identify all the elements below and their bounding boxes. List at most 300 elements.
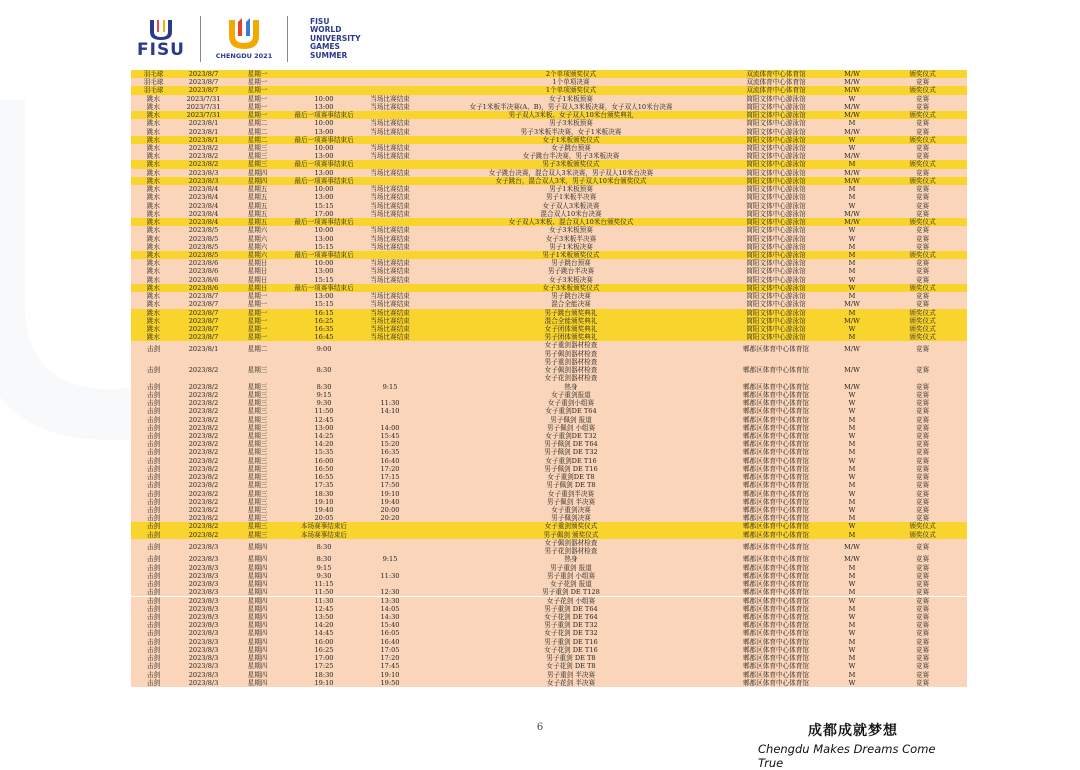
type-cell: 竞赛 [915, 300, 930, 309]
type-cell: 颁奖仪式 [909, 325, 936, 334]
type-cell: 竞赛 [915, 119, 930, 128]
sport-cell: 跳水 [146, 127, 161, 136]
type-cell: 竞赛 [915, 193, 930, 202]
table-row [131, 432, 967, 440]
date-cell: 2023/8/2 [188, 431, 219, 440]
category-cell: W [848, 506, 856, 514]
sport-cell: 击剑 [146, 423, 161, 432]
sport-cell: 击剑 [146, 464, 161, 473]
end-time-cell: 16:35 [380, 448, 400, 457]
end-time-cell: 12:30 [380, 588, 400, 597]
end-time-cell: 当场比赛结束 [370, 275, 410, 284]
type-cell: 竞赛 [915, 629, 930, 638]
venue-cell: 郫都区体育中心体育馆 [743, 662, 809, 671]
event-cell: 男子跳台颁奖典礼 [544, 308, 598, 317]
table-row [131, 514, 967, 522]
end-time-cell: 17:20 [380, 464, 400, 473]
type-cell: 竞赛 [915, 440, 930, 449]
table-row [131, 251, 967, 259]
table-row [131, 292, 967, 300]
table-row [131, 654, 967, 662]
type-cell: 颁奖仪式 [909, 218, 936, 227]
schedule-table [131, 70, 967, 687]
category-cell: M/W [844, 111, 860, 120]
start-time-cell: 10:00 [314, 185, 334, 194]
event-cell: 热身 [564, 382, 578, 391]
date-cell: 2023/8/2 [188, 464, 219, 473]
start-time-cell: 16:00 [314, 456, 334, 465]
table-row [131, 152, 967, 160]
weekday-cell: 星期五 [247, 218, 268, 227]
end-time-cell: 17:45 [380, 662, 400, 671]
date-cell: 2023/8/2 [188, 473, 219, 482]
event-cell: 女子重剑DE T32 [545, 431, 597, 440]
venue-cell: 郫都区体育中心体育馆 [743, 390, 809, 399]
type-cell: 竞赛 [915, 127, 930, 136]
table-row [131, 317, 967, 325]
category-cell: W [848, 522, 856, 531]
end-time-cell: 13:30 [380, 596, 400, 605]
table-row [131, 498, 967, 506]
date-cell: 2023/8/5 [188, 234, 219, 243]
start-time-cell: 18:30 [314, 489, 334, 498]
start-time-cell: 8:30 [316, 555, 332, 564]
start-time-cell: 10:00 [314, 259, 334, 268]
weekday-cell: 星期三 [247, 473, 268, 482]
category-cell: W [848, 456, 856, 465]
start-time-cell: 8:30 [316, 542, 332, 551]
category-cell: M [848, 514, 856, 523]
event-cell: 男子1米板半决赛 [545, 193, 597, 202]
end-time-cell: 20:20 [380, 514, 400, 523]
end-time-cell: 当场比赛结束 [370, 234, 410, 243]
category-cell: W [848, 226, 856, 235]
date-cell: 2023/8/3 [188, 168, 219, 177]
category-cell: W [848, 283, 856, 292]
venue-cell: 郫都区体育中心体育馆 [743, 621, 809, 630]
sport-cell: 击剑 [146, 506, 161, 514]
category-cell: M/W [844, 365, 860, 374]
table-row [131, 235, 967, 243]
event-cell: 男子1米板预赛 [549, 185, 593, 194]
table-row [131, 481, 967, 489]
event-cell: 女子跳台，混合双人3米，男子双人10米台颁奖仪式 [495, 176, 647, 185]
start-time-cell: 最后一项赛事结束后 [294, 250, 354, 259]
sport-cell: 击剑 [146, 440, 161, 449]
sport-cell: 击剑 [146, 629, 161, 638]
venue-cell: 郫都区体育中心体育馆 [743, 580, 809, 589]
sport-cell: 跳水 [146, 209, 161, 218]
type-cell: 竞赛 [915, 563, 930, 572]
start-time-cell: 16:25 [314, 645, 334, 654]
category-cell: M/W [844, 86, 860, 95]
table-row [131, 597, 967, 605]
event-cell: 女子双人3米板决赛 [542, 201, 600, 210]
table-row [131, 128, 967, 136]
start-time-cell: 最后一项赛事结束后 [294, 111, 354, 120]
venue-cell: 简阳文体中心游泳馆 [746, 333, 806, 342]
event-cell: 女子团体颁奖典礼 [544, 325, 598, 334]
date-cell: 2023/8/3 [188, 176, 219, 185]
venue-cell: 郫都区体育中心体育馆 [743, 542, 809, 551]
date-cell: 2023/8/2 [188, 423, 219, 432]
start-time-cell: 14:20 [314, 621, 334, 630]
table-row [131, 679, 967, 687]
date-cell: 2023/8/7 [188, 333, 219, 342]
sport-cell: 击剑 [146, 522, 161, 531]
category-cell: M [848, 571, 856, 580]
table-row [131, 136, 967, 144]
weekday-cell: 星期四 [247, 176, 268, 185]
event-cell: 男子重剑 报道 [550, 563, 592, 572]
start-time-cell: 9:30 [316, 399, 332, 408]
end-time-cell: 当场比赛结束 [370, 94, 410, 103]
venue-cell: 简阳文体中心游泳馆 [746, 201, 806, 210]
sport-cell: 跳水 [146, 275, 161, 284]
sport-cell: 跳水 [146, 102, 161, 111]
sport-cell: 跳水 [146, 201, 161, 210]
weekday-cell: 星期一 [247, 333, 268, 342]
date-cell: 2023/8/1 [188, 119, 219, 128]
type-cell: 颁奖仪式 [909, 86, 936, 95]
sport-cell: 击剑 [146, 612, 161, 621]
weekday-cell: 星期三 [247, 464, 268, 473]
event-cell: 女子重剑半决赛 [547, 489, 595, 498]
event-cell: 女子花剑 DE T16 [544, 645, 598, 654]
event-cell: 女子重剑DE T16 [545, 456, 597, 465]
category-cell: M [848, 242, 856, 251]
type-cell: 颁奖仪式 [909, 176, 936, 185]
weekday-cell: 星期三 [247, 506, 268, 514]
category-cell: M/W [844, 209, 860, 218]
venue-cell: 郫都区体育中心体育馆 [743, 522, 809, 531]
slogan-chinese: 成都成就梦想 [808, 723, 898, 739]
venue-cell: 简阳文体中心游泳馆 [746, 283, 806, 292]
sport-cell: 跳水 [146, 176, 161, 185]
table-row [131, 522, 967, 530]
venue-cell: 简阳文体中心游泳馆 [746, 160, 806, 169]
category-cell: W [848, 407, 856, 416]
start-time-cell: 13:00 [314, 423, 334, 432]
sport-cell: 羽毛球 [143, 70, 164, 78]
weekday-cell: 星期四 [247, 580, 268, 589]
venue-cell: 郫都区体育中心体育馆 [743, 497, 809, 506]
event-cell: 女子双人3米板、混合双人10米台颁奖仪式 [508, 218, 634, 227]
start-time-cell: 最后一项赛事结束后 [294, 218, 354, 227]
weekday-cell: 星期四 [247, 563, 268, 572]
sport-cell: 击剑 [146, 654, 161, 663]
weekday-cell: 星期三 [247, 144, 268, 153]
type-cell: 竞赛 [915, 365, 930, 374]
table-row [131, 95, 967, 103]
type-cell: 竞赛 [915, 102, 930, 111]
weekday-cell: 星期四 [247, 637, 268, 646]
end-time-cell: 14:00 [380, 423, 400, 432]
category-cell: M/W [844, 555, 860, 564]
event-cell: 男子佩剑 颁奖仪式 [543, 530, 599, 539]
category-cell: M/W [844, 152, 860, 161]
table-row [131, 226, 967, 234]
start-time-cell: 8:30 [316, 382, 332, 391]
end-time-cell: 16:40 [380, 637, 400, 646]
start-time-cell: 9:00 [316, 345, 332, 354]
start-time-cell: 11:15 [314, 580, 334, 589]
end-time-cell: 14:05 [380, 604, 400, 613]
table-row [131, 465, 967, 473]
type-cell: 竞赛 [915, 637, 930, 646]
sport-cell: 击剑 [146, 473, 161, 482]
sport-cell: 跳水 [146, 267, 161, 276]
weekday-cell: 星期五 [247, 193, 268, 202]
date-cell: 2023/8/6 [188, 283, 219, 292]
sport-cell: 击剑 [146, 571, 161, 580]
start-time-cell: 20:05 [314, 514, 334, 523]
fisu-u-icon [147, 19, 175, 41]
event-cell: 男子1米板颁奖仪式 [542, 250, 600, 259]
start-time-cell: 最后一项赛事结束后 [294, 176, 354, 185]
venue-cell: 简阳文体中心游泳馆 [746, 226, 806, 235]
category-cell: W [848, 629, 856, 638]
category-cell: M [848, 333, 856, 342]
weekday-cell: 星期三 [247, 390, 268, 399]
weekday-cell: 星期二 [247, 345, 268, 354]
start-time-cell: 最后一项赛事结束后 [294, 160, 354, 169]
category-cell: M [848, 423, 856, 432]
sport-cell: 跳水 [146, 218, 161, 227]
category-cell: M [848, 193, 856, 202]
end-time-cell: 19:10 [380, 489, 400, 498]
table-row [131, 416, 967, 424]
weekday-cell: 星期二 [247, 135, 268, 144]
date-cell: 2023/8/7 [188, 86, 219, 95]
event-cell: 男子3米板预赛 [549, 119, 593, 128]
end-time-cell: 17:50 [380, 481, 400, 490]
event-cell: 女子3米板预赛 [549, 226, 593, 235]
category-cell: M [848, 448, 856, 457]
table-row [131, 103, 967, 111]
start-time-cell: 11:50 [314, 588, 334, 597]
category-cell: W [848, 399, 856, 408]
venue-cell: 郫都区体育中心体育馆 [743, 563, 809, 572]
sport-cell: 击剑 [146, 563, 161, 572]
venue-cell: 郫都区体育中心体育馆 [743, 489, 809, 498]
event-cell: 2个单项颁奖仪式 [545, 70, 597, 78]
event-cell: 男子3米板半决赛，女子1米板决赛 [520, 127, 622, 136]
date-cell: 2023/8/5 [188, 242, 219, 251]
start-time-cell: 16:35 [314, 325, 334, 334]
weekday-cell: 星期一 [247, 86, 268, 95]
table-row [131, 605, 967, 613]
start-time-cell: 13:00 [314, 193, 334, 202]
venue-cell: 郫都区体育中心体育馆 [743, 571, 809, 580]
date-cell: 2023/8/2 [188, 415, 219, 424]
table-row [131, 202, 967, 210]
weekday-cell: 星期六 [247, 226, 268, 235]
fisu-logo [132, 19, 190, 59]
venue-cell: 郫都区体育中心体育馆 [743, 637, 809, 646]
venue-cell: 郫都区体育中心体育馆 [743, 473, 809, 482]
type-cell: 竞赛 [915, 275, 930, 284]
date-cell: 2023/8/2 [188, 382, 219, 391]
venue-cell: 简阳文体中心游泳馆 [746, 218, 806, 227]
start-time-cell: 15:35 [314, 448, 334, 457]
table-row [131, 218, 967, 226]
venue-cell: 郫都区体育中心体育馆 [743, 678, 809, 687]
venue-cell: 郫都区体育中心体育馆 [743, 399, 809, 408]
chengdu-logo [211, 18, 277, 60]
wugs-line: GAMES [310, 42, 340, 52]
category-cell: W [848, 135, 856, 144]
event-cell: 女子跳台半决赛，男子3米板决赛 [522, 152, 620, 161]
weekday-cell: 星期三 [247, 365, 268, 374]
category-cell: M [848, 308, 856, 317]
category-cell: W [848, 431, 856, 440]
date-cell: 2023/8/2 [188, 448, 219, 457]
category-cell: M [848, 621, 856, 630]
start-time-cell: 13:00 [314, 127, 334, 136]
date-cell: 2023/8/2 [188, 365, 219, 374]
date-cell: 2023/8/3 [188, 580, 219, 589]
category-cell: M [848, 563, 856, 572]
weekday-cell: 星期三 [247, 489, 268, 498]
type-cell: 竞赛 [915, 555, 930, 564]
wugs-wordmark [310, 18, 361, 61]
category-cell: W [848, 612, 856, 621]
start-time-cell: 15:15 [314, 201, 334, 210]
start-time-cell: 16:00 [314, 637, 334, 646]
end-time-cell: 当场比赛结束 [370, 226, 410, 235]
start-time-cell: 14:20 [314, 440, 334, 449]
event-cell: 女子花剑 DE T64 [544, 612, 598, 621]
event-cell: 男子佩剑决赛 [551, 514, 591, 523]
sport-cell: 跳水 [146, 292, 161, 301]
slogan-english: Chengdu Makes Dreams Come True [758, 742, 936, 770]
event-line: 女子重剑器材检查 [544, 341, 598, 350]
table-row [131, 193, 967, 201]
date-cell: 2023/8/3 [188, 596, 219, 605]
start-time-cell: 13:00 [314, 102, 334, 111]
date-cell: 2023/8/3 [188, 555, 219, 564]
sport-cell: 击剑 [146, 415, 161, 424]
weekday-cell: 星期三 [247, 152, 268, 161]
category-cell: M [848, 588, 856, 597]
header-divider [200, 16, 201, 62]
date-cell: 2023/8/2 [188, 144, 219, 153]
category-cell: M [848, 119, 856, 128]
end-time-cell: 当场比赛结束 [370, 119, 410, 128]
event-cell: 女子重剑小组赛 [547, 399, 595, 408]
type-cell: 竞赛 [915, 506, 930, 514]
venue-cell: 简阳文体中心游泳馆 [746, 168, 806, 177]
table-row [131, 169, 967, 177]
weekday-cell: 星期三 [247, 514, 268, 523]
event-cell: 男子佩剑 DE T32 [544, 448, 598, 457]
table-row [131, 638, 967, 646]
weekday-cell: 星期一 [247, 111, 268, 120]
end-time-cell: 15:20 [380, 440, 400, 449]
weekday-cell: 星期三 [247, 530, 268, 539]
venue-cell: 郫都区体育中心体育馆 [743, 596, 809, 605]
event-cell: 男子3米板颁奖仪式 [542, 160, 600, 169]
date-cell: 2023/8/3 [188, 542, 219, 551]
end-time-cell: 当场比赛结束 [370, 267, 410, 276]
start-time-cell: 16:55 [314, 473, 334, 482]
weekday-cell: 星期日 [247, 267, 268, 276]
sport-cell: 跳水 [146, 226, 161, 235]
sport-cell: 击剑 [146, 621, 161, 630]
type-cell: 竞赛 [915, 144, 930, 153]
venue-cell: 简阳文体中心游泳馆 [746, 144, 806, 153]
event-cell: 女子花剑 DE T32 [544, 629, 598, 638]
end-time-cell: 当场比赛结束 [370, 308, 410, 317]
weekday-cell: 星期一 [247, 102, 268, 111]
sport-cell: 跳水 [146, 283, 161, 292]
sport-cell: 击剑 [146, 588, 161, 597]
end-time-cell: 当场比赛结束 [370, 144, 410, 153]
event-cell [416, 341, 726, 357]
table-row [131, 588, 967, 596]
event-line: 男子花剑器材检查 [544, 547, 598, 556]
category-cell: M [848, 292, 856, 301]
type-cell: 竞赛 [915, 267, 930, 276]
weekday-cell: 星期四 [247, 678, 268, 687]
end-time-cell: 当场比赛结束 [370, 193, 410, 202]
page-number: 6 [536, 722, 544, 733]
venue-cell: 简阳文体中心游泳馆 [746, 193, 806, 202]
type-cell: 竞赛 [915, 571, 930, 580]
type-cell: 竞赛 [915, 242, 930, 251]
date-cell: 2023/8/3 [188, 662, 219, 671]
date-cell: 2023/8/2 [188, 497, 219, 506]
weekday-cell: 星期四 [247, 670, 268, 679]
sport-cell: 击剑 [146, 530, 161, 539]
end-time-cell: 当场比赛结束 [370, 127, 410, 136]
end-time-cell: 当场比赛结束 [370, 209, 410, 218]
end-time-cell: 9:15 [382, 382, 398, 391]
event-cell: 男子佩剑 DE T8 [546, 481, 596, 490]
date-cell: 2023/8/7 [188, 316, 219, 325]
end-time-cell: 当场比赛结束 [370, 201, 410, 210]
venue-cell: 简阳文体中心游泳馆 [746, 259, 806, 268]
start-time-cell: 9:15 [316, 390, 332, 399]
date-cell: 2023/8/2 [188, 456, 219, 465]
event-cell: 女子重剑决赛 [551, 506, 591, 514]
date-cell: 2023/8/7 [188, 78, 219, 87]
venue-cell: 郫都区体育中心体育馆 [743, 506, 809, 514]
sport-cell: 击剑 [146, 542, 161, 551]
weekday-cell: 星期日 [247, 259, 268, 268]
sport-cell: 跳水 [146, 308, 161, 317]
end-time-cell: 当场比赛结束 [370, 259, 410, 268]
sport-cell: 击剑 [146, 365, 161, 374]
type-cell: 竞赛 [915, 621, 930, 630]
sport-cell: 击剑 [146, 390, 161, 399]
event-cell: 男子重剑 DE T32 [544, 621, 598, 630]
date-cell: 2023/8/4 [188, 201, 219, 210]
table-row [131, 671, 967, 679]
weekday-cell: 星期三 [247, 440, 268, 449]
table-row [131, 424, 967, 432]
table-row [131, 580, 967, 588]
event-cell: 女子花剑 小组赛 [546, 596, 596, 605]
start-time-cell: 9:15 [316, 563, 332, 572]
type-cell: 竞赛 [915, 234, 930, 243]
end-time-cell: 当场比赛结束 [370, 292, 410, 301]
weekday-cell: 星期二 [247, 127, 268, 136]
end-time-cell: 17:15 [380, 473, 400, 482]
event-cell: 女子跳台决赛，混合双人3米决赛，男子双人10米台决赛 [488, 168, 654, 177]
table-row [131, 629, 967, 637]
